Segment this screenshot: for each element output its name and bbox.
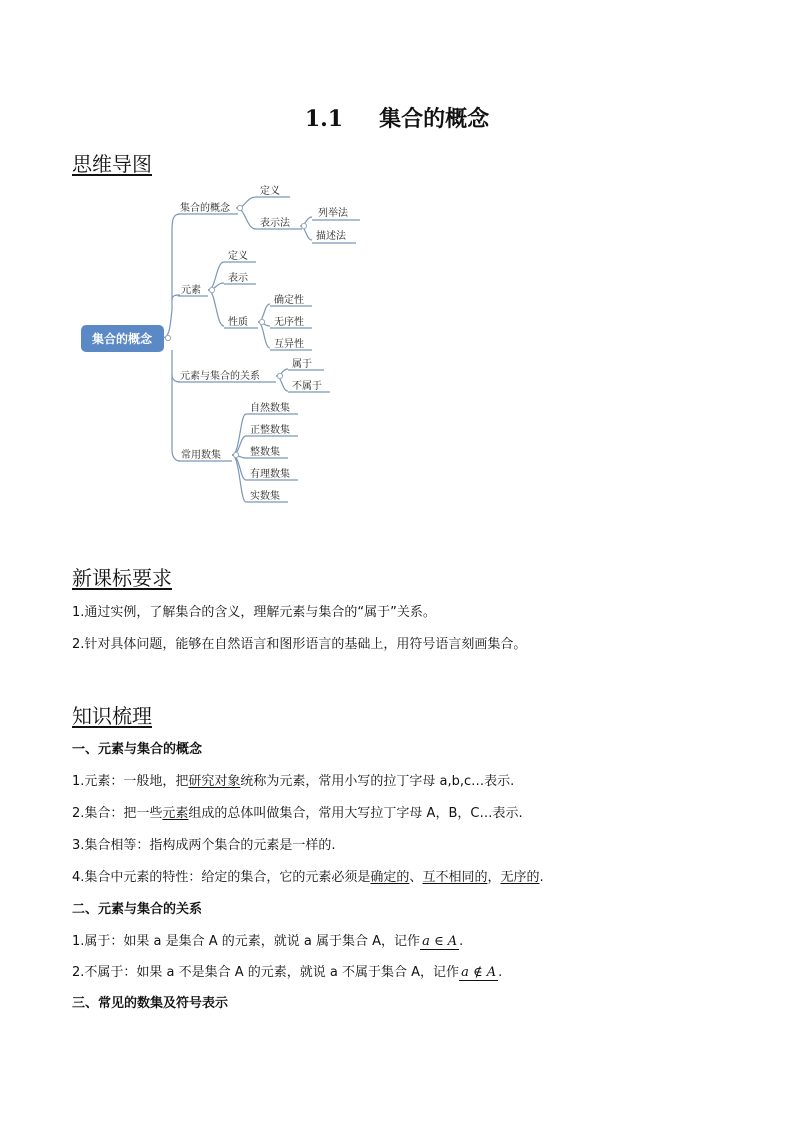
term-determinate: 确定的 [370, 870, 410, 885]
term-unordered: 无序的 [500, 870, 540, 885]
mind-map-root: 集合的概念 [91, 332, 153, 346]
heading-relation: 二、元素与集合的关系 [72, 902, 203, 917]
standard-2: 2.针对具体问题，能够在自然语言和图形语言的基础上，用符号语言刻画集合。 [72, 637, 527, 652]
standard-1: 1.通过实例，了解集合的含义，理解元素与集合的“属于”关系。 [72, 605, 436, 620]
mm-b3: 元素与集合的关系 [180, 371, 260, 382]
section-standards: 新课标要求 [72, 566, 172, 590]
mm-b2-p3: 互异性 [274, 339, 304, 350]
heading-elements-sets: 一、元素与集合的概念 [72, 742, 203, 757]
mm-b1-rep2: 描述法 [316, 231, 346, 242]
title-number: 1.1 [304, 106, 344, 132]
mm-b3-c2: 不属于 [292, 381, 322, 392]
term-element: 元素 [162, 806, 189, 821]
term-research-object: 研究对象 [188, 774, 241, 789]
knowledge-properties: 4.集合中元素的特性：给定的集合，它的元素必须是确定的、互不相同的，无序的. [72, 870, 544, 885]
relation-not-belongs: 2.不属于：如果 a 不是集合 A 的元素，就说 a 不属于集合 A，记作 a ∉ A . [72, 965, 503, 980]
formula-not-belongs: a ∉ A [461, 965, 497, 980]
mm-b4-c5: 实数集 [250, 491, 280, 502]
mm-b4: 常用数集 [181, 450, 221, 461]
mm-b4-c3: 整数集 [250, 447, 280, 458]
section-mindmap: 思维导图 [72, 152, 152, 176]
mm-b1: 集合的概念 [180, 203, 230, 214]
mm-b4-c1: 自然数集 [250, 403, 290, 414]
term-distinct: 互不相同的 [422, 870, 488, 885]
mm-b2-p1: 确定性 [274, 295, 304, 306]
title-text: 集合的概念 [379, 106, 490, 132]
mm-b3-c1: 属于 [292, 359, 312, 370]
mind-map [0, 0, 794, 520]
mm-b2-rep: 表示 [228, 273, 248, 284]
mm-b4-c2: 正整数集 [250, 425, 290, 436]
section-knowledge: 知识梳理 [72, 704, 152, 728]
mm-b2-prop: 性质 [228, 317, 248, 328]
relation-belongs: 1.属于：如果 a 是集合 A 的元素，就说 a 属于集合 A，记作 a ∈ A . [72, 934, 464, 949]
knowledge-set-equal: 3.集合相等：指构成两个集合的元素是一样的. [72, 838, 336, 853]
formula-belongs: a ∈ A [422, 934, 458, 949]
mm-b2: 元素 [181, 285, 201, 296]
mm-b2-p2: 无序性 [274, 317, 304, 328]
mm-b1-def: 定义 [260, 186, 280, 197]
mm-b2-def: 定义 [228, 251, 248, 262]
mm-b1-rep: 表示法 [260, 218, 290, 229]
mm-b1-rep1: 列举法 [318, 208, 348, 219]
mm-b4-c4: 有理数集 [250, 469, 290, 480]
knowledge-set: 2.集合：把一些元素组成的总体叫做集合，常用大写拉丁字母 A，B，C…表示. [72, 806, 523, 821]
heading-number-sets: 三、常见的数集及符号表示 [72, 996, 229, 1011]
knowledge-element: 1.元素：一般地，把研究对象统称为元素，常用小写的拉丁字母 a,b,c…表示. [72, 774, 515, 789]
